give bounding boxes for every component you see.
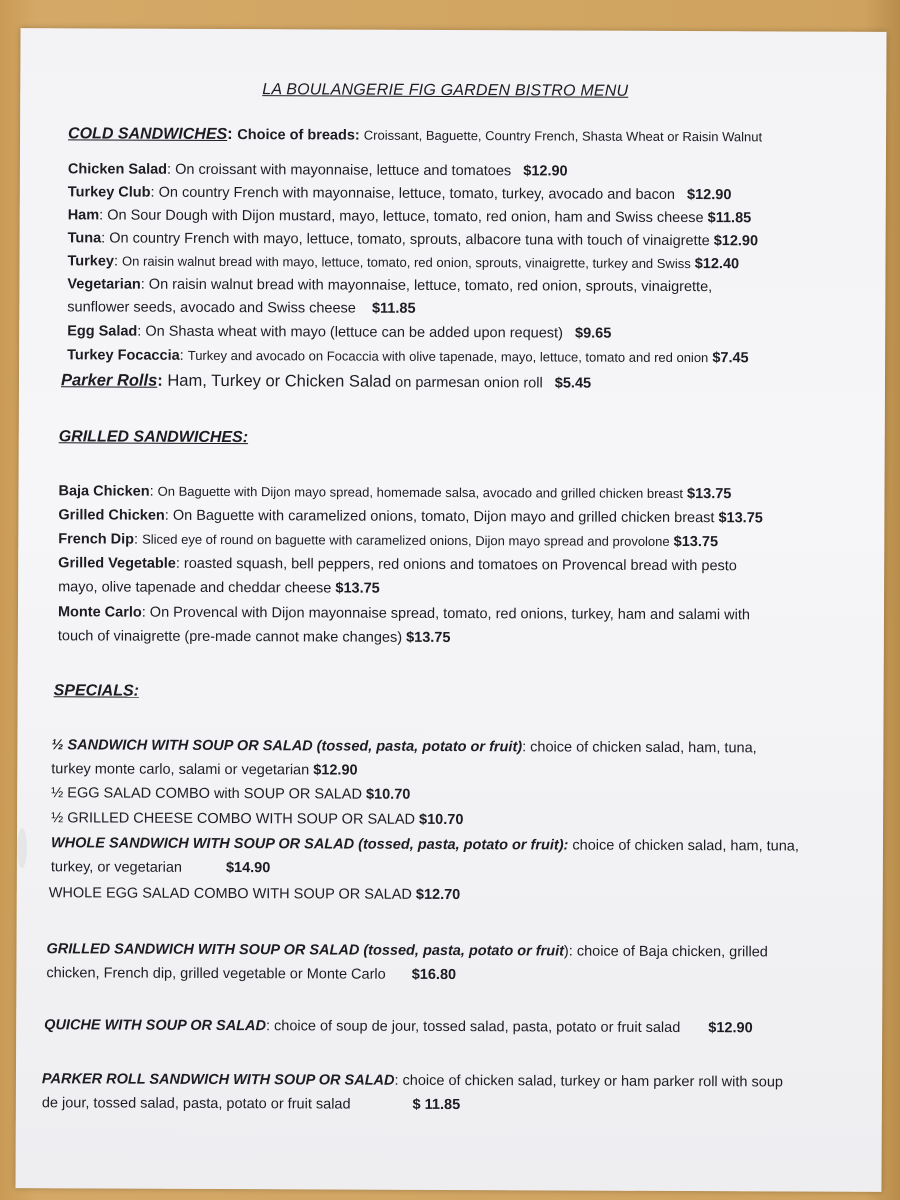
menu-item: Vegetarian: On raisin walnut bread with mayonnaise, lettuce, tomato, red onion, sprouts, vinaigrette, [67,276,713,296]
special-desc: : choice of chicken salad, turkey or ham parker roll with soup [394,1072,784,1091]
item-price: $11.85 [371,300,416,317]
special-desc: choice of chicken salad, ham, tuna, [530,739,757,757]
special-item: ½ SANDWICH WITH SOUP OR SALAD (tossed, pasta, potato or fruit): choice of chicken salad, ham, tuna, [51,737,757,757]
breads-list: Croissant, Baguette, Country French, Shasta Wheat or Raisin Walnut [363,127,763,145]
menu-item: Turkey: On raisin walnut bread with mayo, lettuce, tomato, red onion, sprouts, vinaigrette, turkey and Swiss $12.40 [67,253,740,273]
menu-item-cont [58,578,380,597]
menu-item: Turkey Focaccia: Turkey and avocado on Focaccia with olive tapenade, mayo, lettuce, tomato and red onion $7.45 [67,347,749,367]
special-desc: ): choice of Baja chicken, grilled [563,943,768,961]
item-desc: On Baguette with caramelized onions, tomato, Dijon mayo and grilled chicken breast [172,507,715,527]
special-desc: turkey monte carlo, salami or vegetarian [51,761,310,779]
menu-item: Grilled Vegetable: roasted squash, bell peppers, red onions and tomatoes on Provencal bread with pesto [58,555,737,575]
item-price: $13.75 [687,486,732,503]
menu-item: Monte Carlo: On Provencal with Dijon mayonnaise spread, tomato, red onions, turkey, ham and salami with [57,604,751,624]
menu-paper [15,28,886,1192]
menu-item: Grilled Chicken: On Baguette with caramelized onions, tomato, Dijon mayo and grilled chicken breast $13.75 [58,507,763,527]
item-desc: mayo, olive tapenade and cheddar cheese [58,579,332,597]
item-price: $13.75 [718,510,763,527]
special-item-cont [51,760,357,779]
cold-header-line: COLD SANDWICHES: Choice of breads: Croissant, Baguette, Country French, Shasta Wheat or Raisin Walnut [68,125,763,145]
item-price: $11.85 [707,210,752,227]
special-label: PARKER ROLL SANDWICH WITH SOUP OR SALAD [41,1071,395,1089]
item-name: Chicken Salad [67,161,168,178]
parker-rolls-line: Parker Rolls: Ham, Turkey or Chicken Salad on parmesan onion roll $5.45 [60,371,592,392]
menu-item: Tuna: On country French with mayo, lettuce, tomato, sprouts, albacore tuna with touch of vinaigrette $12.90 [67,230,759,250]
menu-item: Chicken Salad: On croissant with mayonnaise, lettuce and tomatoes $12.90 [67,161,568,180]
menu-item: Egg Salad: On Shasta wheat with mayo (lettuce can be added upon request) $9.65 [67,323,612,342]
parker-rolls-name: Parker Rolls [60,371,158,390]
special-desc: turkey, or vegetarian [50,859,183,876]
parker-desc: on parmesan onion roll [395,374,543,392]
item-desc: On raisin walnut bread with mayo, lettuce, tomato, red onion, sprouts, vinaigrette, turkey and Swiss [122,253,691,272]
menu-title: LA BOULANGERIE FIG GARDEN BISTRO MENU [262,81,629,100]
special-label: WHOLE SANDWICH WITH SOUP OR SALAD (tossed, pasta, potato or fruit): [50,835,569,854]
special-item [42,1070,783,1091]
item-desc: On croissant with mayonnaise, lettuce and tomatoes [175,161,512,180]
item-price: $12.90 [713,233,759,250]
item-desc: On Shasta wheat with mayo (lettuce can be added upon request) [145,323,563,342]
grilled-heading: GRILLED SANDWICHES: [58,428,249,447]
special-price: $12.90 [708,1020,753,1037]
item-price: $13.75 [406,629,451,646]
item-name: Monte Carlo [57,604,142,621]
special-item [51,809,463,829]
item-desc: Turkey and avocado on Focaccia with olive tapenade, mayo, lettuce, tomato and red onion [187,347,709,366]
item-price: $13.75 [335,580,380,597]
item-name: Ham [67,207,100,224]
special-price: $16.80 [411,966,457,984]
menu-item-cont [67,298,415,318]
specials-heading: SPECIALS: [53,682,140,700]
breads-label: Choice of breads [237,127,355,144]
item-name: French Dip [58,531,135,548]
menu-item-cont [58,627,451,647]
special-item-cont [42,1094,460,1114]
parker-options: Ham, Turkey or Chicken Salad [167,371,392,391]
special-item [51,834,799,855]
special-desc: chicken, French dip, grilled vegetable or Monte Carlo [46,965,386,983]
special-price: $ 11.85 [412,1096,461,1114]
item-name: Tuna [67,230,102,247]
special-price: $10.70 [419,811,464,829]
menu-item: Ham: On Sour Dough with Dijon mustard, mayo, lettuce, tomato, red onion, ham and Swiss cheese $11.85 [67,207,752,227]
menu-item: French Dip: Sliced eye of round on baguette with caramelized onions, Dijon mayo spread and provolone $13.75 [58,531,719,551]
special-price: $14.90 [225,860,271,877]
special-desc: : choice of soup de jour, tossed salad, pasta, potato or fruit salad [265,1018,681,1037]
special-item [51,784,410,804]
item-desc: roasted squash, bell peppers, red onions and tomatoes on Provencal bread with pesto [183,555,737,575]
special-item [49,884,461,904]
special-item-cont [46,964,456,984]
special-desc: de jour, tossed salad, pasta, potato or fruit salad [41,1095,351,1113]
special-label: ½ GRILLED CHEESE COMBO WITH SOUP OR SALAD [51,810,416,828]
special-label: WHOLE EGG SALAD COMBO WITH SOUP OR SALAD [48,885,412,903]
item-desc: On Sour Dough with Dijon mustard, mayo, lettuce, tomato, red onion, ham and Swiss cheese [107,207,704,227]
item-name: Turkey Club [67,184,151,201]
special-item-cont [51,858,271,877]
item-desc: On Baguette with Dijon mayo spread, homemade salsa, avocado and grilled chicken breast [157,483,684,502]
special-price: $10.70 [365,786,411,803]
item-desc: touch of vinaigrette (pre-made cannot make changes) [57,628,403,646]
special-label: ½ SANDWICH WITH SOUP OR SALAD (tossed, pasta, potato or fruit) [51,737,523,756]
item-name: Baja Chicken [58,483,150,500]
item-desc: On country French with mayo, lettuce, tomato, sprouts, albacore tuna with touch of vinaigrette [109,230,710,250]
item-price: $12.90 [687,187,732,204]
special-label: GRILLED SANDWICH WITH SOUP OR SALAD (tossed, pasta, potato or fruit [46,941,564,960]
special-label: ½ EGG SALAD COMBO with SOUP OR SALAD [51,785,363,803]
special-item [46,940,767,961]
special-price: $12.90 [313,762,358,779]
item-name: Turkey [67,253,115,270]
item-price: $9.65 [574,325,612,342]
item-price: $12.40 [694,256,740,273]
menu-item: Baja Chicken: On Baguette with Dijon mayo spread, homemade salsa, avocado and grilled chicken breast $13.75 [58,483,732,503]
menu-item: Turkey Club: On country French with mayonnaise, lettuce, tomato, turkey, avocado and bacon $12.90 [67,184,732,204]
special-item [44,1016,753,1037]
item-name: Grilled Vegetable [58,555,176,572]
item-name: Turkey Focaccia [67,347,180,364]
special-price: $12.70 [415,886,461,904]
item-price: $13.75 [673,533,719,551]
item-price: $12.90 [523,163,568,180]
item-name: Vegetarian [67,276,141,293]
item-name: Grilled Chicken [58,507,165,524]
special-label: QUICHE WITH SOUP OR SALAD [44,1017,267,1035]
special-desc: choice of chicken salad, ham, tuna, [572,837,799,855]
item-price: $7.45 [712,350,749,367]
item-desc: sunflower seeds, avocado and Swiss cheese [67,299,356,317]
cold-heading: COLD SANDWICHES [68,125,228,144]
item-desc: On Provencal with Dijon mayonnaise spread, tomato, red onions, turkey, ham and salami with [149,604,751,624]
item-desc: Sliced eye of round on baguette with caramelized onions, Dijon mayo spread and provolone [142,531,670,549]
item-name: Egg Salad [67,323,138,340]
item-desc: On country French with mayonnaise, lettuce, tomato, turkey, avocado and bacon [158,184,676,203]
item-desc: On raisin walnut bread with mayonnaise, lettuce, tomato, red onion, sprouts, vinaigrette, [148,276,713,296]
paper-hole-mark [17,828,27,868]
parker-price: $5.45 [554,375,592,392]
